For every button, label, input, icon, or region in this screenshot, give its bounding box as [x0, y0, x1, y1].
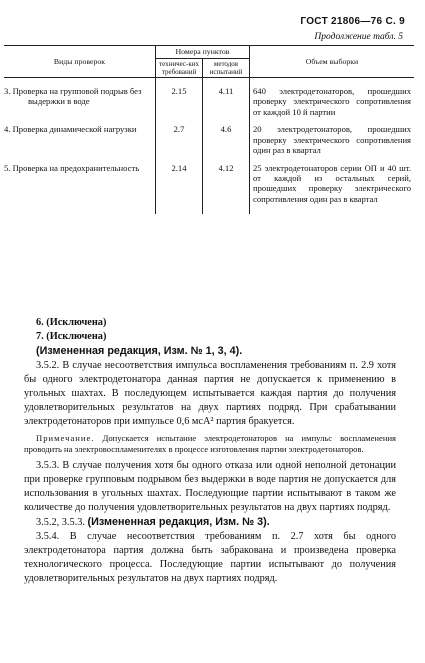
- col-header-methods: методов испытаний: [203, 58, 250, 77]
- row-method: 4.12: [203, 163, 250, 215]
- paragraph-3-5-4: 3.5.4. В случае несоответствия требованиям п. 2.7 хотя бы одного электродетонатора партия должна быть забракована и произведена проверка технологического процесса. Последующие партии испытывают до получения удовлетворительных результатов на двух партиях подряд.: [24, 530, 396, 584]
- inspection-table: [4, 45, 414, 214]
- row-req: 2.15: [156, 77, 203, 124]
- item-6: 6. (Исключена): [36, 317, 107, 328]
- row-req: 2.7: [156, 124, 203, 162]
- table-continuation-label: Продолжение табл. 5: [314, 32, 403, 42]
- document-body: [24, 316, 396, 586]
- row-sample: 640 электродетонаторов, прошедших проверку электрического сопротивления от каждой 10 й партии: [250, 77, 415, 124]
- note-text: Допускается испытание электродетонаторов на импульс воспламенения проводить на электровоспламенителях в процессе изготовления партии электродетонаторов.: [24, 432, 396, 454]
- col-header-sample: Объем выборки: [250, 46, 415, 78]
- paragraph-3-5-3: 3.5.3. В случае получения хотя бы одного отказа или одной неполной детонации при проверке групповым подрывом без выдержки в воде партия не допускается для использования в угольных шахтах. Последующие партии испытывают в таком же количестве до получения удовлетворительных результатов на двух партиях подряд.: [24, 459, 396, 513]
- table-row: [4, 77, 414, 124]
- item-7: 7. (Исключена): [36, 331, 107, 342]
- revision-note-3-line: [24, 515, 396, 530]
- row-method: 4.11: [203, 77, 250, 124]
- revision-note-1: (Измененная редакция, Изм. № 1, 3, 4).: [36, 345, 243, 357]
- document-header: ГОСТ 21806—76 С. 9: [300, 16, 405, 27]
- col-header-numbers: Номера пунктов: [156, 46, 250, 59]
- row-name: 4. Проверка динамической нагрузки: [4, 124, 137, 135]
- row-name: 5. Проверка на предохранительность: [4, 162, 140, 173]
- paragraph-3-5-2: 3.5.2. В случае несоответствия импульса воспламенения требованиям п. 2.9 хотя бы одного электродетонатора данная партия не допускается к применению в угольных шахтах. В последующем испытывается каждая партия до получения удовлетворительных результатов на двух партиях подряд. При срабатывании электродетонаторов при импульсе 0,6 мсА² партия бракуется.: [24, 359, 396, 427]
- row-sample: 25 электродетонаторов серии ОП и 40 шт. от каждой из остальных серий, прошедших проверку электрического сопротивления один раз в квартал: [250, 163, 415, 215]
- paragraph-ref: 3.5.2, 3.5.3.: [36, 516, 85, 528]
- col-header-type: Виды проверок: [4, 46, 156, 78]
- table-row: [4, 163, 414, 215]
- table-row: [4, 124, 414, 162]
- note-paragraph: [24, 433, 396, 455]
- col-header-requirements: техничес-ких требований: [156, 58, 203, 77]
- row-req: 2.14: [156, 163, 203, 215]
- row-sample: 20 электродетонаторов, прошедших проверку электрического сопротивления один раз в квартал: [250, 124, 415, 162]
- row-method: 4.6: [203, 124, 250, 162]
- note-label: Примечание.: [36, 432, 95, 443]
- revision-note-3: (Измененная редакция, Изм. № 3).: [87, 515, 270, 528]
- row-name: 3. Проверка на групповой подрыв без выдержки в воде: [4, 85, 142, 107]
